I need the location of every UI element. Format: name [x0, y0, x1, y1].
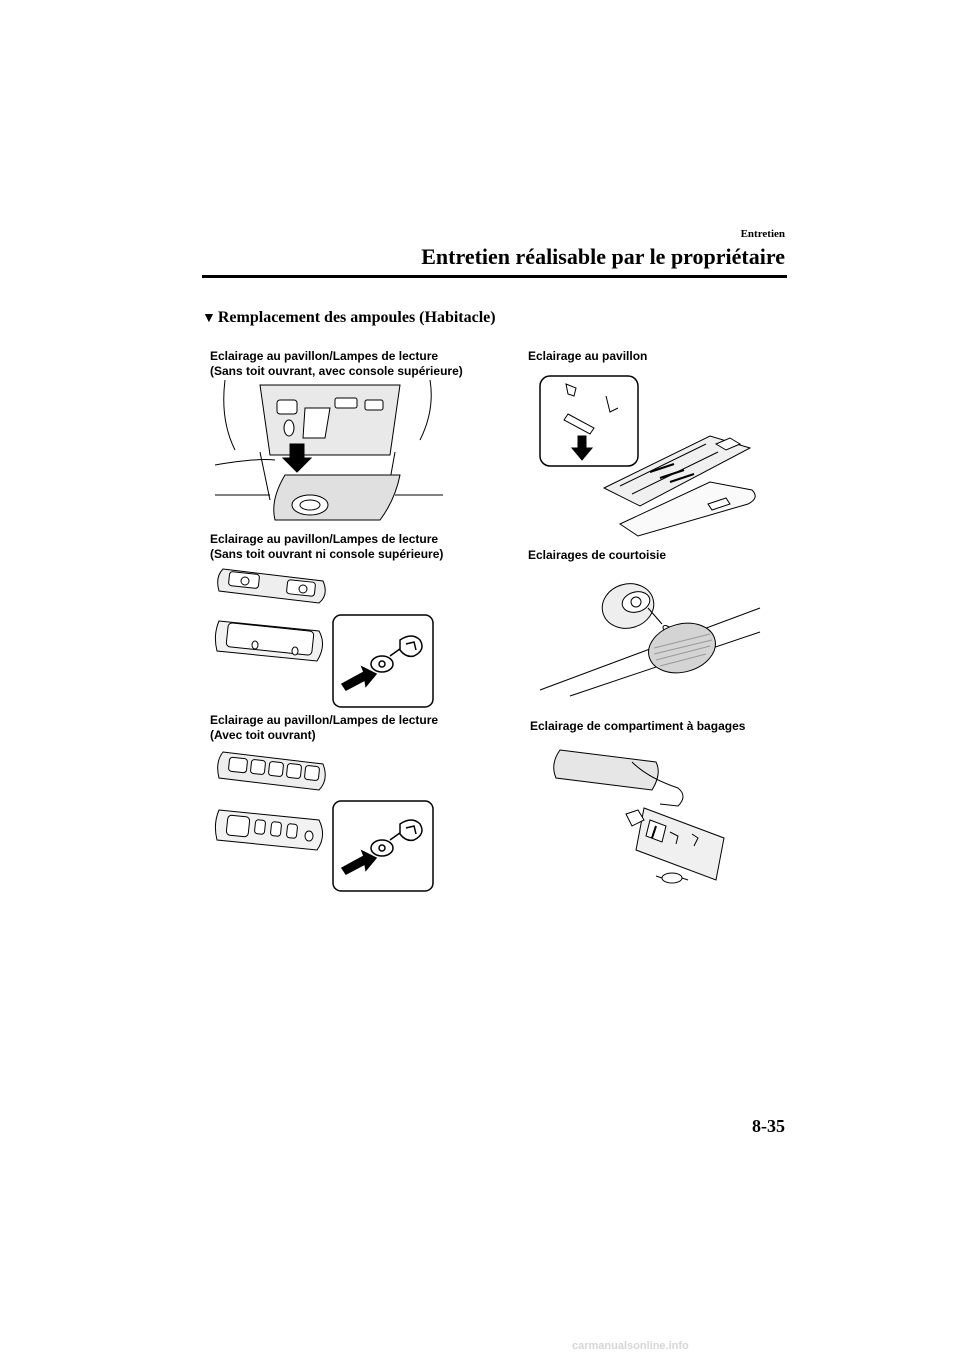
caption-console-lamp-line1: Eclairage au pavillon/Lampes de lecture [210, 349, 439, 363]
caption-courtesy-lamps: Eclairages de courtoisie [528, 548, 667, 562]
chapter-label: Entretien [740, 228, 785, 240]
bulb-removal-inset-1 [332, 614, 434, 708]
subsection-heading-text: Remplacement des ampoules (Habitacle) [217, 309, 496, 326]
sunroof-lamp-illustration [215, 748, 330, 853]
caption-no-console-lamp [210, 532, 443, 562]
caption-console-lamp [210, 349, 463, 379]
no-console-lamp-illustration [215, 565, 330, 665]
courtesy-lamps-illustration [540, 578, 762, 696]
caption-dome-lamp: Eclairage au pavillon [528, 349, 648, 363]
header-rule [202, 275, 787, 278]
cargo-lamp-illustration [548, 744, 743, 889]
page-number: 8-35 [752, 1116, 785, 1136]
triangle-marker-icon: ▼ [202, 311, 216, 326]
bulb-removal-inset-2 [332, 800, 434, 892]
caption-no-console-lamp-line1: Eclairage au pavillon/Lampes de lecture [210, 532, 439, 546]
caption-cargo-lamp: Eclairage de compartiment à bagages [530, 719, 746, 733]
caption-no-console-lamp-line2: (Sans toit ouvrant ni console supérieure) [210, 547, 444, 561]
caption-sunroof-lamp-line2: (Avec toit ouvrant) [210, 728, 316, 742]
caption-sunroof-lamp [210, 713, 438, 743]
footer-watermark: carmanualsonline.info [572, 1340, 689, 1352]
caption-sunroof-lamp-line1: Eclairage au pavillon/Lampes de lecture [210, 713, 439, 727]
subsection-heading [202, 309, 496, 327]
caption-console-lamp-line2: (Sans toit ouvrant, avec console supérieure) [210, 364, 463, 378]
console-lamp-illustration [215, 380, 445, 525]
section-title: Entretien réalisable par le propriétaire [421, 244, 785, 269]
dome-lamp-illustration [538, 374, 760, 539]
